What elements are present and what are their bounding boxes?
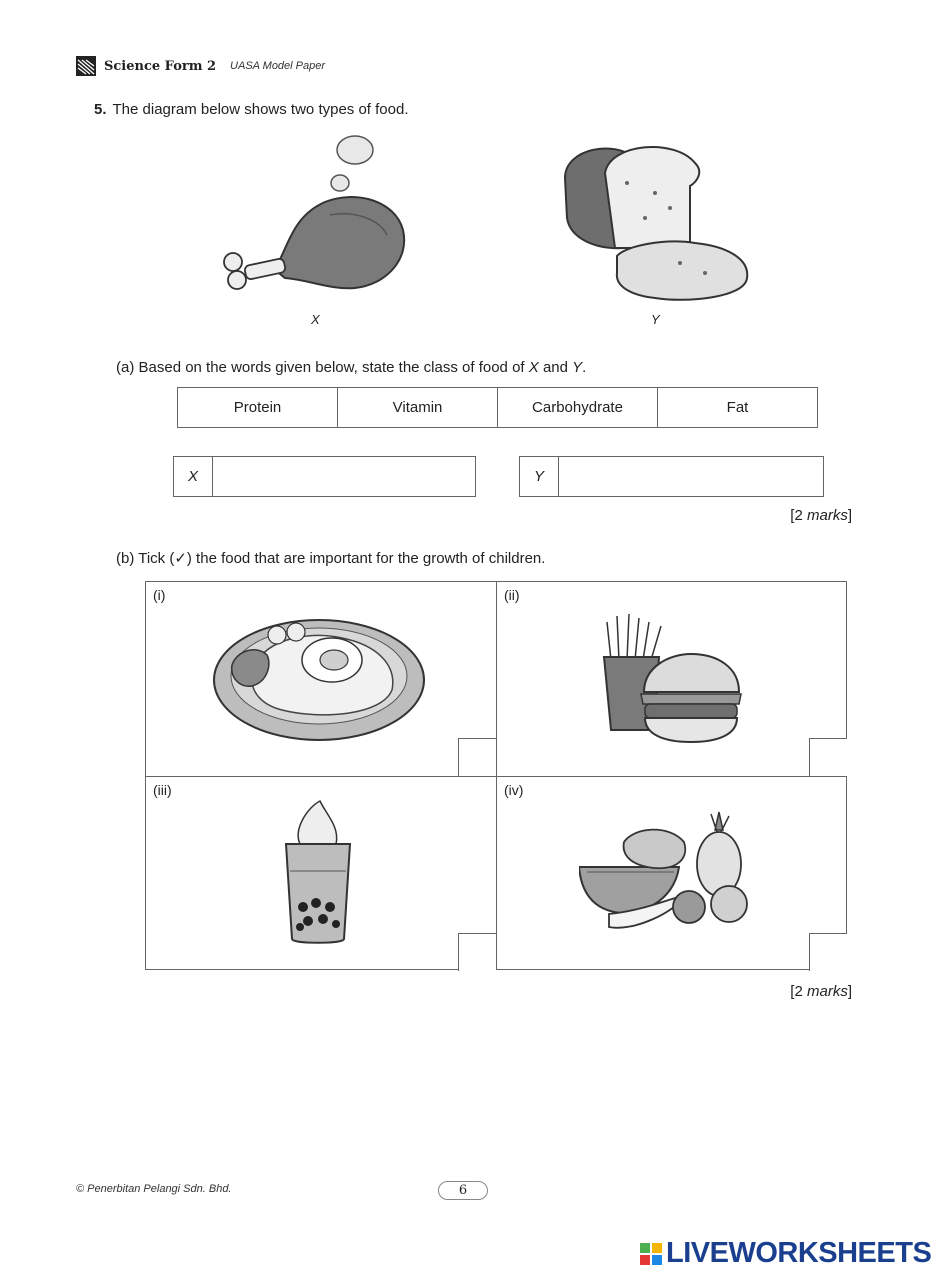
option-label-i: (i) (153, 587, 166, 603)
part-b-marks: [2 marks] (790, 983, 852, 1000)
part-a-period: . (582, 359, 587, 376)
part-a-and: and (542, 359, 568, 376)
option-ice-cream-drink (146, 777, 496, 971)
chicken-drumstick-image (215, 130, 415, 300)
option-burger-fries (497, 582, 847, 776)
header-subtitle: UASA Model Paper (230, 60, 326, 72)
part-a-marks: [2 marks] (790, 507, 852, 524)
part-b-question: (b) Tick (✓) the food that are important for the growth of children. (116, 550, 546, 567)
bread-loaf-image (555, 138, 755, 308)
option-label-iii: (iii) (153, 782, 172, 798)
book-logo-icon (76, 56, 96, 76)
burger-fries-icon (599, 612, 744, 747)
tick-box-iii[interactable] (458, 933, 496, 971)
page-number: 6 (438, 1181, 488, 1200)
bubble-tea-icon (278, 799, 358, 947)
word-fat: Fat (726, 399, 749, 416)
answer-box-y (519, 456, 824, 497)
page-header (76, 56, 325, 76)
option-fruits (497, 777, 847, 971)
option-label-iv: (iv) (504, 782, 524, 798)
liveworksheets-watermark (640, 1237, 931, 1270)
tick-box-i[interactable] (458, 738, 496, 776)
part-a-question (116, 359, 586, 376)
answer-box-x (173, 456, 476, 497)
word-protein: Protein (178, 388, 338, 427)
option-fried-rice (146, 582, 496, 776)
food-class-word-bank (177, 387, 818, 428)
part-a-var-x: X (528, 359, 539, 376)
word-carbohydrate: Carbohydrate (498, 388, 658, 427)
question-number: 5. (94, 101, 107, 118)
tick-box-iv[interactable] (809, 933, 847, 971)
tick-box-ii[interactable] (809, 738, 847, 776)
fried-rice-plate-icon (212, 610, 427, 745)
answer-y-label: Y (520, 457, 559, 496)
answer-x-label: X (174, 457, 213, 496)
liveworksheets-logo-icon (640, 1243, 662, 1265)
question-stem (94, 101, 409, 118)
question-text: The diagram below shows two types of food. (112, 101, 409, 118)
footer-copyright: © Penerbitan Pelangi Sdn. Bhd. (76, 1183, 232, 1195)
word-vitamin: Vitamin (338, 388, 498, 427)
header-title: Science Form 2 (104, 58, 217, 74)
part-a-var-y: Y (572, 359, 583, 376)
food-choice-grid (145, 581, 847, 970)
fruits-icon (579, 802, 759, 942)
answer-y-input[interactable] (559, 457, 823, 496)
food-y-label: Y (651, 312, 660, 327)
option-label-ii: (ii) (504, 587, 520, 603)
food-x-label: X (311, 312, 320, 327)
answer-x-input[interactable] (213, 457, 475, 496)
part-a-prefix: (a) Based on the words given below, state the class of food of (116, 359, 525, 376)
liveworksheets-brand: LIVEWORKSHEETS (666, 1237, 932, 1269)
